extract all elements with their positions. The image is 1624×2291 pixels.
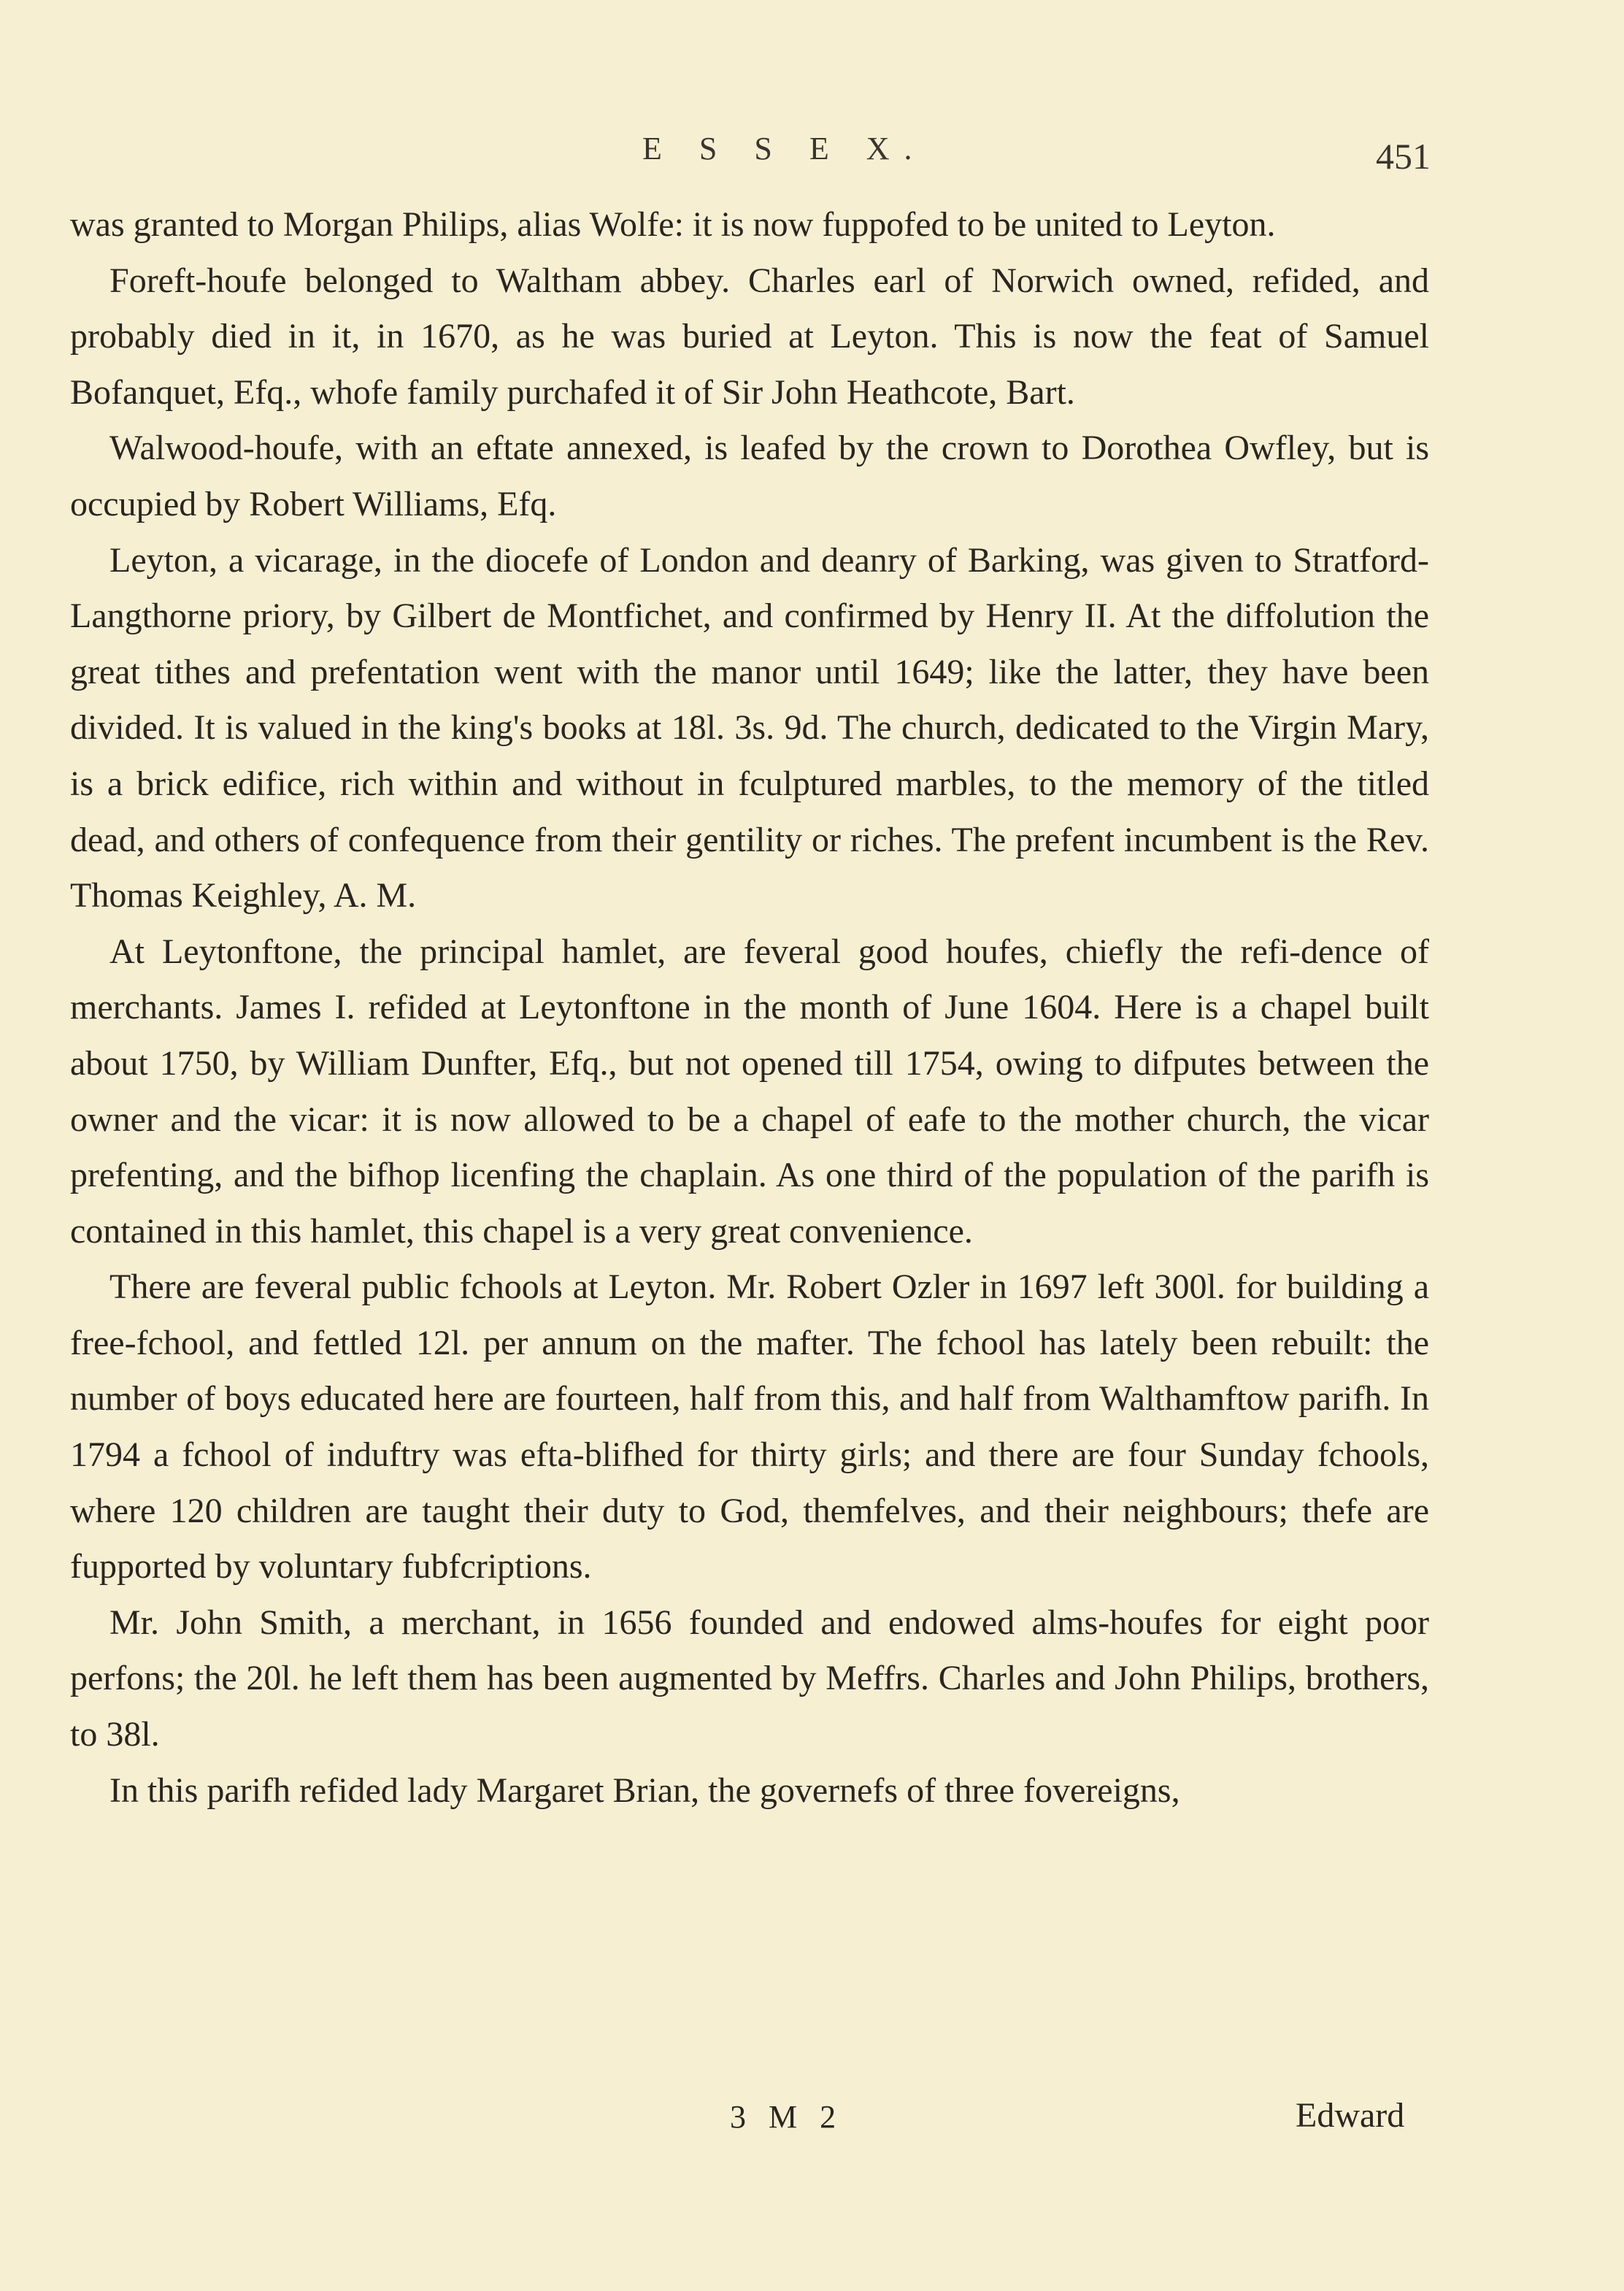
paragraph-alms-houses: Mr. John Smith, a merchant, in 1656 founded and endowed alms-houfes for eight poor perfons; the 20l. he left them has been augmented by Meffrs. Charles and John Philips, brothers, to 38l.	[70, 1603, 1429, 1754]
paragraph-leyton-vicarage: Leyton, a vicarage, in the diocefe of London and deanry of Barking, was given to Stratford-Langthorne priory, by Gilbert de Montfichet, and confirmed by Henry II. At the diffolution the great tithes and prefentation went with the manor until 1649; like the latter, they have been divided. It is valued in the king's books at 18l. 3s. 9d. The church, dedicated to the Virgin Mary, is a brick edifice, rich within and without in fculptured marbles, to the memory of the titled dead, and others of confequence from their gentility or riches. The prefent incumbent is the Rev. Thomas Keighley, A. M.	[70, 540, 1429, 916]
paragraph-margaret-brian: In this parifh refided lady Margaret Brian, the governefs of three fovereigns,	[109, 1770, 1180, 1810]
paragraph-walwood-house: Walwood-houfe, with an eftate annexed, is leafed by the crown to Dorothea Owfley, but is occupied by Robert Williams, Efq.	[70, 429, 1429, 523]
running-head: E S S E X.	[642, 131, 927, 166]
body-text	[70, 197, 1429, 1819]
page-number: 451	[1376, 136, 1431, 177]
paragraph-continued: was granted to Morgan Philips, alias Wolfe: it is now fuppofed to be united to Leyton.	[70, 205, 1276, 244]
catchword: Edward	[1296, 2096, 1405, 2135]
paragraph-leytonstone: At Leytonftone, the principal hamlet, are feveral good houfes, chiefly the refi-dence of merchants. James I. refided at Leytonftone in the month of June 1604. Here is a chapel built about 1750, by William Dunfter, Efq., but not opened till 1754, owing to difputes between the owner and the vicar: it is now allowed to be a chapel of eafe to the mother church, the vicar prefenting, and the bifhop licenfing the chaplain. As one third of the population of the parifh is contained in this hamlet, this chapel is a very great convenience.	[70, 932, 1429, 1251]
paragraph-forest-house: Foreft-houfe belonged to Waltham abbey. Charles earl of Norwich owned, refided, and probably died in it, in 1670, as he was buried at Leyton. This is now the feat of Samuel Bofanquet, Efq., whofe family purchafed it of Sir John Heathcote, Bart.	[70, 261, 1429, 412]
signature-mark: 3 M 2	[730, 2099, 844, 2135]
paragraph-schools: There are feveral public fchools at Leyton. Mr. Robert Ozler in 1697 left 300l. for building a free-fchool, and fettled 12l. per annum on the mafter. The fchool has lately been rebuilt: the number of boys educated here are fourteen, half from this, and half from Walthamftow parifh. In 1794 a fchool of induftry was efta-blifhed for thirty girls; and there are four Sunday fchools, where 120 children are taught their duty to God, themfelves, and their neighbours; thefe are fupported by voluntary fubfcriptions.	[70, 1267, 1429, 1586]
